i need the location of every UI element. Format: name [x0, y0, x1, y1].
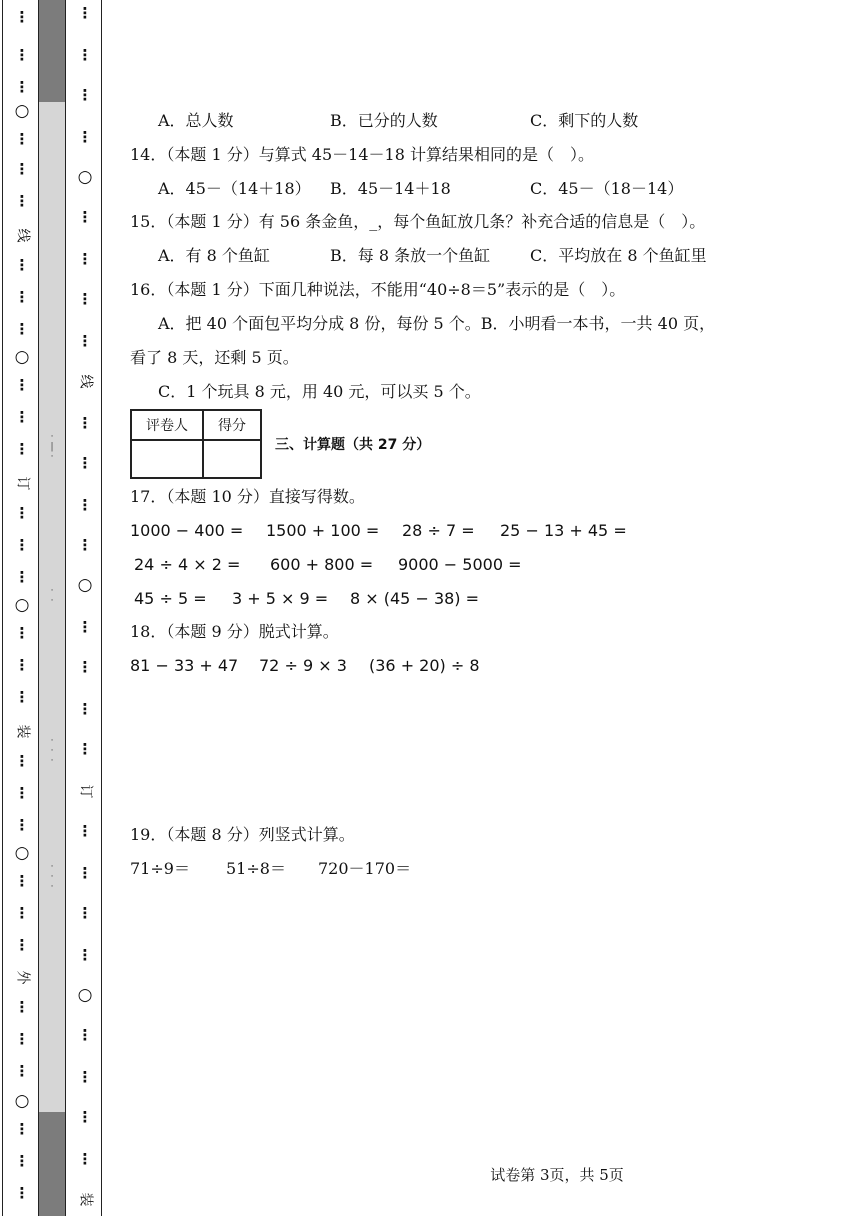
binding-char-wai: 外 — [14, 970, 31, 985]
dots-mark: ⋮ — [77, 454, 93, 472]
dots-mark: ⋮ — [77, 536, 93, 554]
q14-option-c: C．45－（18－14） — [530, 179, 684, 198]
binding-char-line: 线 — [14, 228, 31, 243]
page-number-text: 试卷第 3页，共 5页 — [490, 1166, 624, 1184]
dots-mark: ⋮ — [14, 656, 30, 674]
dots-mark: ⋮ — [14, 936, 30, 954]
q13-option-c: C．剩下的人数 — [530, 111, 639, 130]
dots-mark: ⋮ — [14, 536, 30, 554]
strip-dark-top — [39, 0, 65, 102]
dots-mark: ⋮ — [77, 128, 93, 146]
margin-border-left — [2, 0, 3, 1216]
dots-mark: ⋮ — [14, 160, 30, 178]
q18-item: 72 ÷ 9 × 3 — [259, 656, 347, 675]
binding-char-ding: 订 — [14, 476, 31, 491]
binding-char-zhuang: 装 — [77, 1192, 94, 1207]
binding-circle-icon: ○ — [14, 347, 30, 367]
dots-mark: ⋮ — [77, 618, 93, 636]
dots-mark: ⋮ — [14, 1184, 30, 1202]
q17-item: 600 + 800 = — [270, 555, 374, 574]
q17-item: 8 × (45 − 38) = — [350, 589, 480, 608]
score-table-grader-cell[interactable] — [131, 440, 203, 478]
q15-option-b: B．每 8 条放一个鱼缸 — [330, 246, 491, 265]
dots-mark: ⋮ — [14, 624, 30, 642]
binding-circle-icon: ○ — [77, 985, 93, 1005]
strip-dots: · · · — [50, 862, 54, 892]
dots-mark: ⋮ — [14, 1062, 30, 1080]
dots-mark: ⋮ — [77, 904, 93, 922]
binding-circle-icon: ○ — [77, 167, 93, 187]
dots-mark: ⋮ — [14, 568, 30, 586]
dots-mark: ⋮ — [14, 688, 30, 706]
q18-item: 81 − 33 + 47 — [130, 656, 239, 675]
dots-mark: ⋮ — [14, 998, 30, 1016]
dots-mark: ⋮ — [77, 208, 93, 226]
q17-stem: 17．（本题 10 分）直接写得数。 — [130, 487, 365, 506]
dots-mark: ⋮ — [14, 46, 30, 64]
binding-char-line: 线 — [77, 374, 94, 389]
dots-mark: ⋮ — [77, 740, 93, 758]
dots-mark: ⋮ — [77, 1026, 93, 1044]
binding-char-ding: 订 — [77, 784, 94, 799]
dots-mark: ⋮ — [77, 4, 93, 22]
q16-stem: 16．（本题 1 分）下面几种说法，不能用“40÷8＝5”表示的是（ ）。 — [130, 280, 626, 299]
q16-line-b: 看了 8 天，还剩 5 页。 — [130, 348, 299, 367]
q14-stem: 14．（本题 1 分）与算式 45－14－18 计算结果相同的是（ ）。 — [130, 145, 594, 164]
score-table-score-cell[interactable] — [203, 440, 261, 478]
dots-mark: ⋮ — [77, 700, 93, 718]
q17-item: 24 ÷ 4 × 2 = — [134, 555, 241, 574]
score-table — [130, 409, 262, 479]
dots-mark: ⋮ — [14, 1030, 30, 1048]
dots-mark: ⋮ — [14, 752, 30, 770]
dots-mark: ⋮ — [77, 496, 93, 514]
dots-mark: ⋮ — [14, 1152, 30, 1170]
dots-mark: ⋮ — [14, 256, 30, 274]
dots-mark: ⋮ — [77, 864, 93, 882]
dots-mark: ⋮ — [14, 288, 30, 306]
strip-dots: · · · — [50, 736, 54, 766]
binding-gray-strip — [38, 0, 66, 1216]
dots-mark: ⋮ — [77, 290, 93, 308]
outer-binding-column — [8, 0, 36, 1216]
binding-margin — [0, 0, 104, 1216]
dots-mark: ⋮ — [14, 78, 30, 96]
binding-char-zhuang: 装 — [14, 724, 31, 739]
dots-mark: ⋮ — [14, 8, 30, 26]
binding-circle-icon: ○ — [14, 595, 30, 615]
dots-mark: ⋮ — [14, 320, 30, 338]
q19-stem: 19．（本题 8 分）列竖式计算。 — [130, 825, 355, 844]
dots-mark: ⋮ — [14, 1120, 30, 1138]
q18-stem: 18．（本题 9 分）脱式计算。 — [130, 622, 339, 641]
q15-option-a: A．有 8 个鱼缸 — [158, 246, 270, 265]
score-table-grader-header: 评卷人 — [131, 410, 203, 440]
q17-item: 3 + 5 × 9 = — [232, 589, 329, 608]
inner-binding-column — [70, 0, 100, 1216]
q13-option-a: A．总人数 — [158, 111, 234, 130]
q17-item: 1000 − 400 = — [130, 521, 244, 540]
q13-option-b: B．已分的人数 — [330, 111, 438, 130]
dots-mark: ⋮ — [14, 872, 30, 890]
dots-mark: ⋮ — [77, 332, 93, 350]
dots-mark: ⋮ — [77, 414, 93, 432]
q18-item: (36 + 20) ÷ 8 — [369, 656, 480, 675]
q19-item: 51÷8＝ — [226, 859, 286, 878]
dots-mark: ⋮ — [77, 1108, 93, 1126]
page-footer — [0, 1164, 860, 1185]
dots-mark: ⋮ — [14, 408, 30, 426]
dots-mark: ⋮ — [77, 1150, 93, 1168]
q17-item: 28 ÷ 7 = — [402, 521, 475, 540]
dots-mark: ⋮ — [77, 946, 93, 964]
q17-item: 9000 − 5000 = — [398, 555, 522, 574]
binding-circle-icon: ○ — [77, 575, 93, 595]
strip-dots: · | · — [50, 432, 54, 462]
dots-mark: ⋮ — [77, 250, 93, 268]
q16-line-a: A．把 40 个面包平均分成 8 份，每份 5 个。B．小明看一本书，一共 40 页， — [158, 314, 716, 333]
dots-mark: ⋮ — [14, 504, 30, 522]
margin-border-right — [101, 0, 102, 1216]
q16-line-c: C．1 个玩具 8 元，用 40 元，可以买 5 个。 — [158, 382, 481, 401]
dots-mark: ⋮ — [14, 376, 30, 394]
q17-item: 1500 + 100 = — [266, 521, 380, 540]
q15-option-c: C．平均放在 8 个鱼缸里 — [530, 246, 707, 265]
dots-mark: ⋮ — [14, 816, 30, 834]
dots-mark: ⋮ — [77, 46, 93, 64]
q19-item: 720－170＝ — [318, 859, 412, 878]
q17-item: 45 ÷ 5 = — [134, 589, 207, 608]
dots-mark: ⋮ — [77, 658, 93, 676]
q15-stem: 15．（本题 1 分）有 56 条金鱼，_，每个鱼缸放几条？补充合适的信息是（ ）。 — [130, 212, 706, 231]
q14-option-b: B．45－14＋18 — [330, 179, 451, 198]
dots-mark: ⋮ — [14, 440, 30, 458]
binding-circle-icon: ○ — [14, 843, 30, 863]
score-table-score-header: 得分 — [203, 410, 261, 440]
dots-mark: ⋮ — [14, 784, 30, 802]
dots-mark: ⋮ — [14, 192, 30, 210]
q14-option-a: A．45－（14＋18） — [158, 179, 311, 198]
dots-mark: ⋮ — [14, 904, 30, 922]
strip-dots: · · — [50, 586, 54, 606]
q17-item: 25 − 13 + 45 = — [500, 521, 627, 540]
binding-circle-icon: ○ — [14, 1091, 30, 1111]
section-3-title: 三、计算题（共 27 分） — [275, 437, 431, 453]
binding-circle-icon: ○ — [14, 101, 30, 121]
q19-item: 71÷9＝ — [130, 859, 190, 878]
dots-mark: ⋮ — [14, 130, 30, 148]
dots-mark: ⋮ — [77, 822, 93, 840]
dots-mark: ⋮ — [77, 86, 93, 104]
dots-mark: ⋮ — [77, 1068, 93, 1086]
